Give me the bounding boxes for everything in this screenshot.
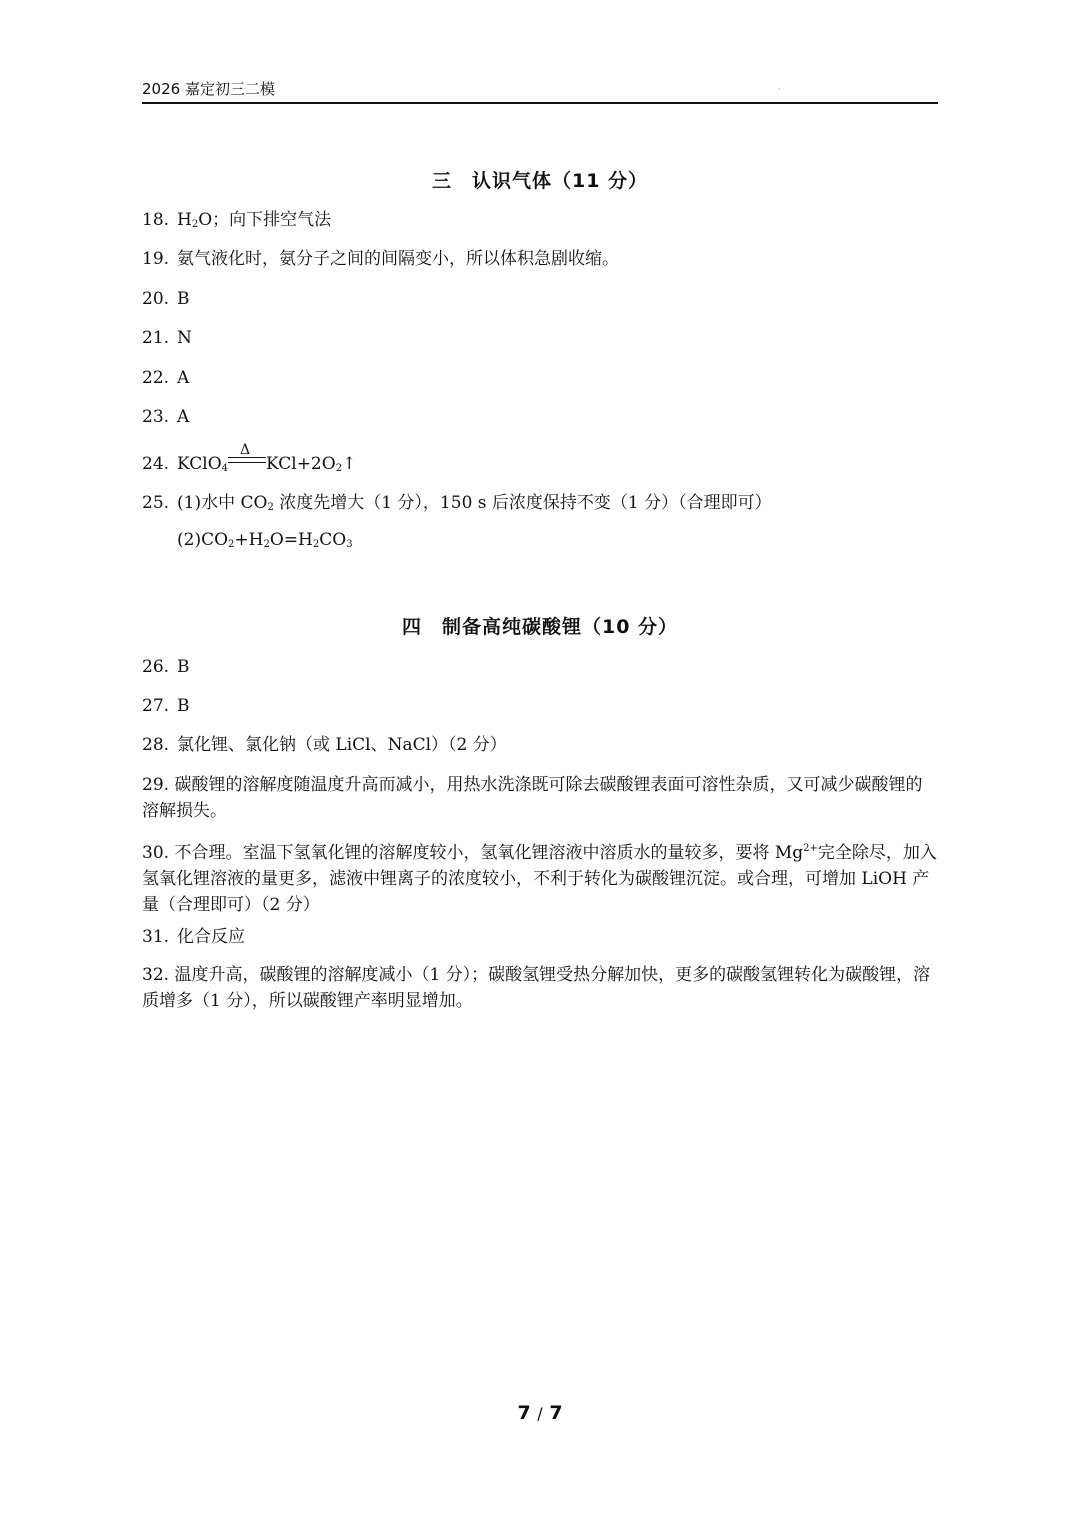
answer-19 [142, 246, 938, 272]
section-title-3: 三 认识气体（11 分） [431, 170, 649, 192]
answer-text: B [177, 289, 190, 309]
answer-text: KCl+2O [266, 454, 336, 474]
answer-text: 浓度先增大（1 分），150 s 后浓度保持不变（1 分）（合理即可） [273, 493, 772, 513]
answer-text: 完全除尽，加入氢氧化锂溶液的量更多，滤液中锂离子的浓度较小，不利于转化为碳酸锂沉淀。或合理，可增加 LiOH 产量（合理即可）（2 分） [142, 843, 937, 915]
answer-number: 23. [142, 407, 170, 427]
answer-text: 化合反应 [177, 927, 245, 947]
answer-text: O=H [269, 530, 313, 550]
page-header [142, 76, 938, 104]
section-title-4: 四 制备高纯碳酸锂（10 分） [401, 616, 679, 638]
answer-number: 28. [142, 735, 170, 755]
subscript: 2 [228, 539, 235, 550]
answer-number: 20. [142, 289, 170, 309]
subscript: 3 [346, 539, 353, 550]
answer-text: B [177, 657, 190, 677]
answer-text: H [177, 210, 192, 230]
answer-22 [142, 365, 938, 391]
answer-text: 碳酸锂的溶解度随温度升高而减小，用热水洗涤既可除去碳酸锂表面可溶性杂质，又可减少碳酸锂的溶解损失。 [142, 775, 923, 821]
answer-25-part-2 [177, 527, 973, 558]
answer-31 [142, 924, 938, 950]
answer-number: 29. [142, 775, 170, 795]
answer-number: 25. [142, 493, 170, 513]
answer-number: 22. [142, 368, 170, 388]
answer-text: 氨气液化时，氨分子之间的间隔变小，所以体积急剧收缩。 [177, 249, 619, 269]
page-separator: / [537, 1404, 543, 1423]
answer-text: +H [234, 530, 264, 550]
delta-icon: Δ [240, 442, 251, 458]
header-title: 2026 嘉定初三二模 [142, 80, 275, 98]
page-current: 7 [517, 1402, 531, 1424]
page-number [0, 1402, 1080, 1424]
answer-text: (2)CO [177, 530, 229, 550]
answer-text: CO [319, 530, 347, 550]
answer-28 [142, 732, 938, 758]
header-mark: . [778, 82, 781, 91]
answer-number: 24. [142, 454, 170, 474]
superscript: 2+ [803, 843, 818, 854]
answer-21 [142, 325, 938, 351]
answer-text: N [177, 328, 192, 348]
answer-number: 31. [142, 927, 170, 947]
answer-number: 27. [142, 696, 170, 716]
heat-equals-sign [228, 442, 266, 471]
answer-text: 氯化锂、氯化钠（或 LiCl、NaCl）（2 分） [177, 735, 507, 755]
answer-26 [142, 654, 938, 680]
answer-text: A [177, 368, 190, 388]
subscript: 2 [267, 502, 274, 513]
subscript: 2 [335, 463, 343, 474]
answer-23 [142, 404, 938, 430]
up-arrow-icon: ↑ [342, 454, 357, 474]
answer-24 [142, 442, 938, 482]
answer-27 [142, 693, 938, 719]
answer-30 [142, 836, 938, 918]
answer-number: 18. [142, 210, 170, 230]
answer-text: (1)水中 CO [177, 493, 268, 513]
answer-number: 26. [142, 657, 170, 677]
answer-20 [142, 286, 938, 312]
answer-25 [142, 490, 938, 521]
answer-32 [142, 962, 938, 1014]
answer-text: KClO [177, 454, 222, 474]
answer-number: 32. [142, 965, 170, 985]
answer-text: O；向下排空气法 [198, 210, 332, 230]
subscript: 2 [191, 219, 199, 230]
answer-text: A [177, 407, 190, 427]
subscript: 4 [221, 463, 228, 474]
subscript: 2 [312, 539, 320, 550]
subscript: 2 [263, 539, 270, 550]
answer-18 [142, 207, 938, 238]
page-total: 7 [549, 1402, 563, 1424]
answer-text: B [177, 696, 190, 716]
answer-29 [142, 772, 938, 824]
answer-text: 不合理。室温下氢氧化锂的溶解度较小，氢氧化锂溶液中溶质水的量较多，要将 Mg [174, 843, 804, 863]
answer-text: 温度升高，碳酸锂的溶解度减小（1 分）；碳酸氢锂受热分解加快，更多的碳酸氢锂转化为碳酸锂，溶质增多（1 分），所以碳酸锂产率明显增加。 [142, 965, 931, 1011]
answer-number: 19. [142, 249, 170, 269]
answer-number: 30. [142, 843, 170, 863]
answer-number: 21. [142, 328, 170, 348]
